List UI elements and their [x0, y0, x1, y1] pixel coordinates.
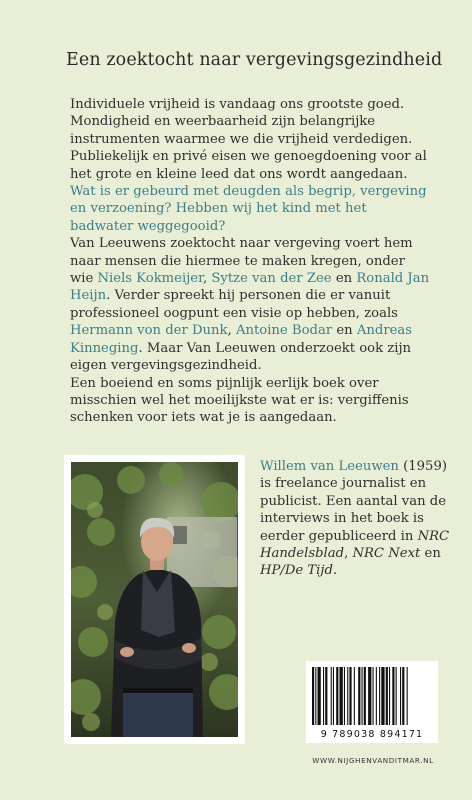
- barcode-bar: [354, 667, 355, 725]
- conjunction: en: [424, 546, 441, 562]
- author-photo: [71, 462, 238, 737]
- publication-nrc-next: NRC Next: [352, 546, 421, 562]
- author-bio: [260, 458, 450, 580]
- conjunction: en: [335, 271, 353, 287]
- name-andreas-kinneging: Andreas Kinneging: [70, 323, 413, 356]
- barcode-bar: [336, 667, 338, 725]
- blurb-paragraph-3: Een boeiend en soms pijnlijk eerlijk boek over misschien wel het moeilijkste wat er is: vergiffenis schenken voor iets wat je is aangedaan.: [70, 375, 409, 426]
- barcode-bar: [362, 667, 363, 725]
- page-title: Een zoektocht naar vergevingsgezindheid: [66, 50, 443, 70]
- publication-nrc-handelsblad: NRC Handelsblad: [260, 528, 450, 562]
- blurb-paragraph-1: [70, 96, 430, 235]
- separator: ,: [202, 271, 208, 287]
- barcode-bar: [333, 667, 334, 725]
- barcode-bar: [389, 667, 390, 725]
- blurb-paragraph-2: [70, 235, 430, 374]
- barcode-bar: [400, 667, 401, 725]
- blurb-highlight-question: Wat is er gebeurd met deugden als begrip, vergeving en verzoening? Hebben wij het kind met het badwater weggegooid?: [70, 184, 427, 234]
- barcode-bars: [306, 661, 438, 727]
- author-name: Willem van Leeuwen: [260, 459, 399, 474]
- barcode-bar: [331, 667, 332, 725]
- publication-hp-de-tijd: HP/De Tijd: [260, 563, 333, 579]
- barcode-bar: [347, 667, 348, 725]
- barcode-bar: [368, 667, 371, 725]
- author-photo-frame: [64, 455, 245, 744]
- publisher-website: WWW.NIJGHENVANDITMAR.NL: [312, 756, 434, 765]
- barcode-bar: [402, 667, 404, 725]
- name-antoine-bodar: Antoine Bodar: [235, 323, 333, 339]
- barcode-bar: [381, 667, 384, 725]
- author-bio-text: is freelance journalist en publicist. Een aantal van de interviews in het boek is eerder gepubliceerd in: [260, 476, 447, 544]
- barcode-bar: [392, 667, 394, 725]
- barcode-bar: [323, 667, 324, 725]
- barcode-bar: [364, 667, 366, 725]
- name-hermann-von-der-dunk: Hermann von der Dunk: [70, 323, 228, 339]
- barcode-bar: [312, 667, 314, 725]
- name-niels-kokmeijer: Niels Kokmeijer: [97, 271, 203, 287]
- conjunction: en: [336, 323, 353, 339]
- separator: ,: [227, 323, 232, 339]
- separator: ,: [344, 546, 349, 562]
- barcode-bar: [315, 667, 316, 725]
- blurb-paragraph-1-text: Individuele vrijheid is vandaag ons grootste goed. Mondigheid en weerbaarheid zijn belangrijke instrumenten waarmee we die vrijheid verdedigen. Publiekelijk en privé eisen we genoegdoening voor al het grote en kleine leed dat ons wordt aangedaan.: [70, 97, 427, 182]
- author-birth-year: (1959): [403, 459, 447, 474]
- barcode-bar: [386, 667, 388, 725]
- barcode-bar: [373, 667, 374, 725]
- bio-end: .: [332, 563, 338, 579]
- barcode-bar: [379, 667, 380, 725]
- isbn-number: 9 789038 894171: [320, 729, 424, 740]
- blurb: [70, 96, 430, 427]
- barcode-bar: [396, 667, 397, 725]
- name-sytze-van-der-zee: Sytze van der Zee: [211, 271, 332, 287]
- blurb-paragraph-2-part2: . Verder spreekt hij personen die er vanuit professioneel oogpunt een visie op hebben, zoals: [70, 288, 398, 321]
- barcode-bar: [376, 667, 377, 725]
- barcode-bar: [344, 667, 345, 725]
- barcode-bar: [340, 667, 343, 725]
- blurb-paragraph-2-part3: . Maar Van Leeuwen onderzoekt ook zijn eigen vergevingsgezindheid.: [70, 340, 412, 374]
- blurb-paragraph-2-part1: Van Leeuwens zoektocht naar vergeving voert hem naar mensen die hiermee te maken kregen, onder wie: [70, 236, 413, 287]
- name-ronald-jan-heijn: Ronald Jan Heijn: [70, 271, 430, 304]
- barcode-bar: [325, 667, 327, 725]
- isbn-barcode: [306, 661, 438, 743]
- barcode-bar: [407, 667, 408, 725]
- barcode-bar: [318, 667, 321, 725]
- barcode-bar: [358, 667, 360, 725]
- barcode-bar: [349, 667, 351, 725]
